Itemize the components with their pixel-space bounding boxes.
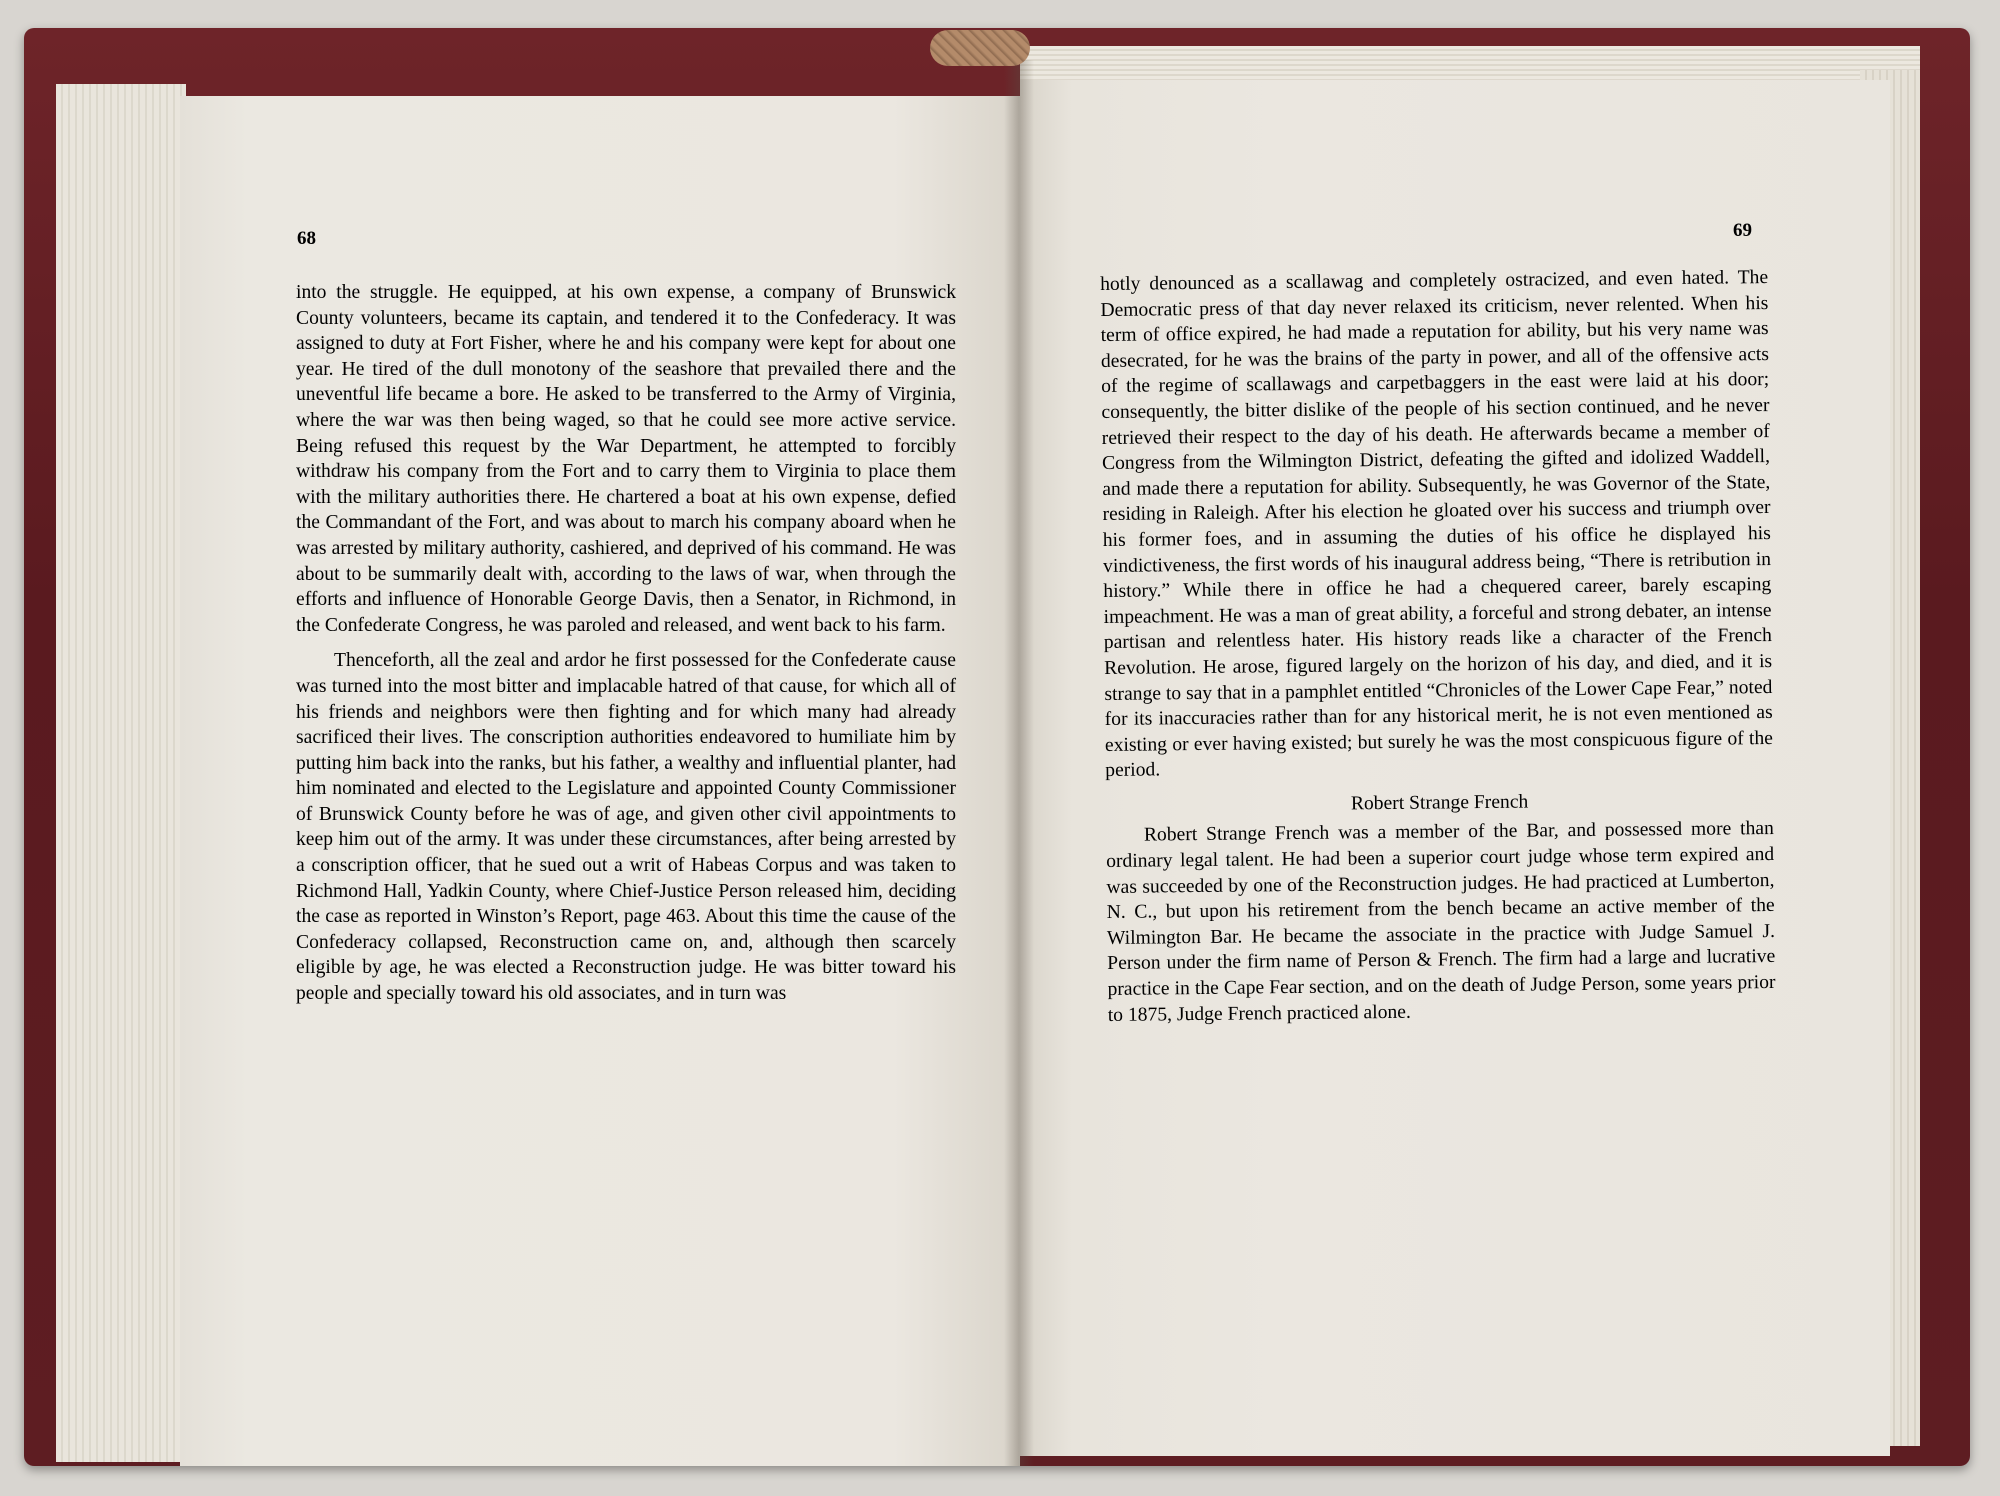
right-page-number: 69: [1733, 220, 1752, 241]
bookmark-ribbon: [930, 30, 1030, 66]
right-paragraph-1: hotly denounced as a scallawag and completely ostracized, and even hated. The Democratic press of that day never relaxed its criticism, never relented. When his term of office expired, he had made a reputation for ability, but his very name was desecrated, for he was the brains of the party in power, and all of the offensive acts of the regime of scallawags and carpetbaggers in the east were laid at his door; consequently, the bitter dislike of the people of his section continued, and he never retrieved their respect to the day of his death. He afterwards became a member of Congress from the Wilmington District, defeating the gifted and idolized Waddell, and made there a reputation for ability. Subsequently, he was Governor of the State, residing in Raleigh. After his election he gloated over his success and triumph over his former foes, and in assuming the duties of his office he displayed his vindictiveness, the first words of his inaugural address being, “There is retribution in history.” While there in office he had a chequered career, barely escaping impeachment. He was a man of great ability, a forceful and strong debater, an intense partisan and relentless hater. His history reads like a character of the French Revolution. He arose, figured largely on the horizon of his day, and died, and it is strange to say that in a pamphlet entitled “Chronicles of the Lower Cape Fear,” noted for its inaccuracies rather than for any historical merit, he is not even mentioned as existing or ever having existed; but surely he was the most conspicuous figure of the period.: [1100, 267, 1774, 782]
left-page-number: 68: [297, 228, 316, 249]
right-page-text: [1100, 265, 1776, 1028]
book-gutter: [1004, 60, 1034, 1466]
right-paragraph-2: Robert Strange French was a member of the Bar, and possessed more than ordinary legal talent. He had been a superior court judge whose term expired and was succeeded by one of the Reconstruction judges. He had practiced at Lumberton, N. C., but upon his retirement from the bench became an active member of the Wilmington Bar. He became the associate in the practice with Judge Samuel J. Person under the firm name of Person & French. The firm had a large and lucrative practice in the Cape Fear section, and on the death of Judge Person, some years prior to 1875, Judge French practiced alone.: [1106, 818, 1776, 1026]
left-paragraph-2: Thenceforth, all the zeal and ardor he first possessed for the Confederate cause was turned into the most bitter and implacable hatred of that cause, for which all of his friends and neighbors were then fighting and for which many had already sacrificed their lives. The conscription authorities endeavored to humiliate him by putting him back into the ranks, but his father, a wealthy and influential planter, had him nominated and elected to the Legislature and appointed County Commissioner of Brunswick County before he was of age, and given other civil appointments to keep him out of the army. It was under these circumstances, after being arrested by a conscription officer, that he sued out a writ of Habeas Corpus and was taken to Richmond Hall, Yadkin County, where Chief-Justice Person released him, deciding the case as reported in Winston’s Report, page 463. About this time the cause of the Confederacy collapsed, Reconstruction came on, and, although then scarcely eligible by age, he was elected a Reconstruction judge. He was bitter toward his people and specially toward his old associates, and in turn was: [296, 650, 956, 1005]
left-page-stack: [56, 84, 186, 1462]
section-heading: Robert Strange French: [1350, 791, 1529, 815]
left-paragraph-1: into the struggle. He equipped, at his own expense, a company of Brunswick County volunteers, became its captain, and tendered it to the Confederacy. It was assigned to duty at Fort Fisher, where he and his company were kept for about one year. He tired of the dull monotony of the seashore that prevailed there and the uneventful life became a bore. He asked to be transferred to the Army of Virginia, where the war was then being waged, so that he could see more active service. Being refused this request by the War Department, he attempted to forcibly withdraw his company from the Fort and to carry them to Virginia to place them with the military authorities there. He chartered a boat at his own expense, defied the Commandant of the Fort, and was about to march his company aboard when he was arrested by military authority, cashiered, and deprived of his command. He was about to be summarily dealt with, according to the laws of war, when through the efforts and influence of Honorable George Davis, then a Senator, in Richmond, in the Confederate Congress, he was paroled and released, and went back to his farm.: [296, 282, 956, 636]
left-page-text: [296, 280, 956, 1007]
